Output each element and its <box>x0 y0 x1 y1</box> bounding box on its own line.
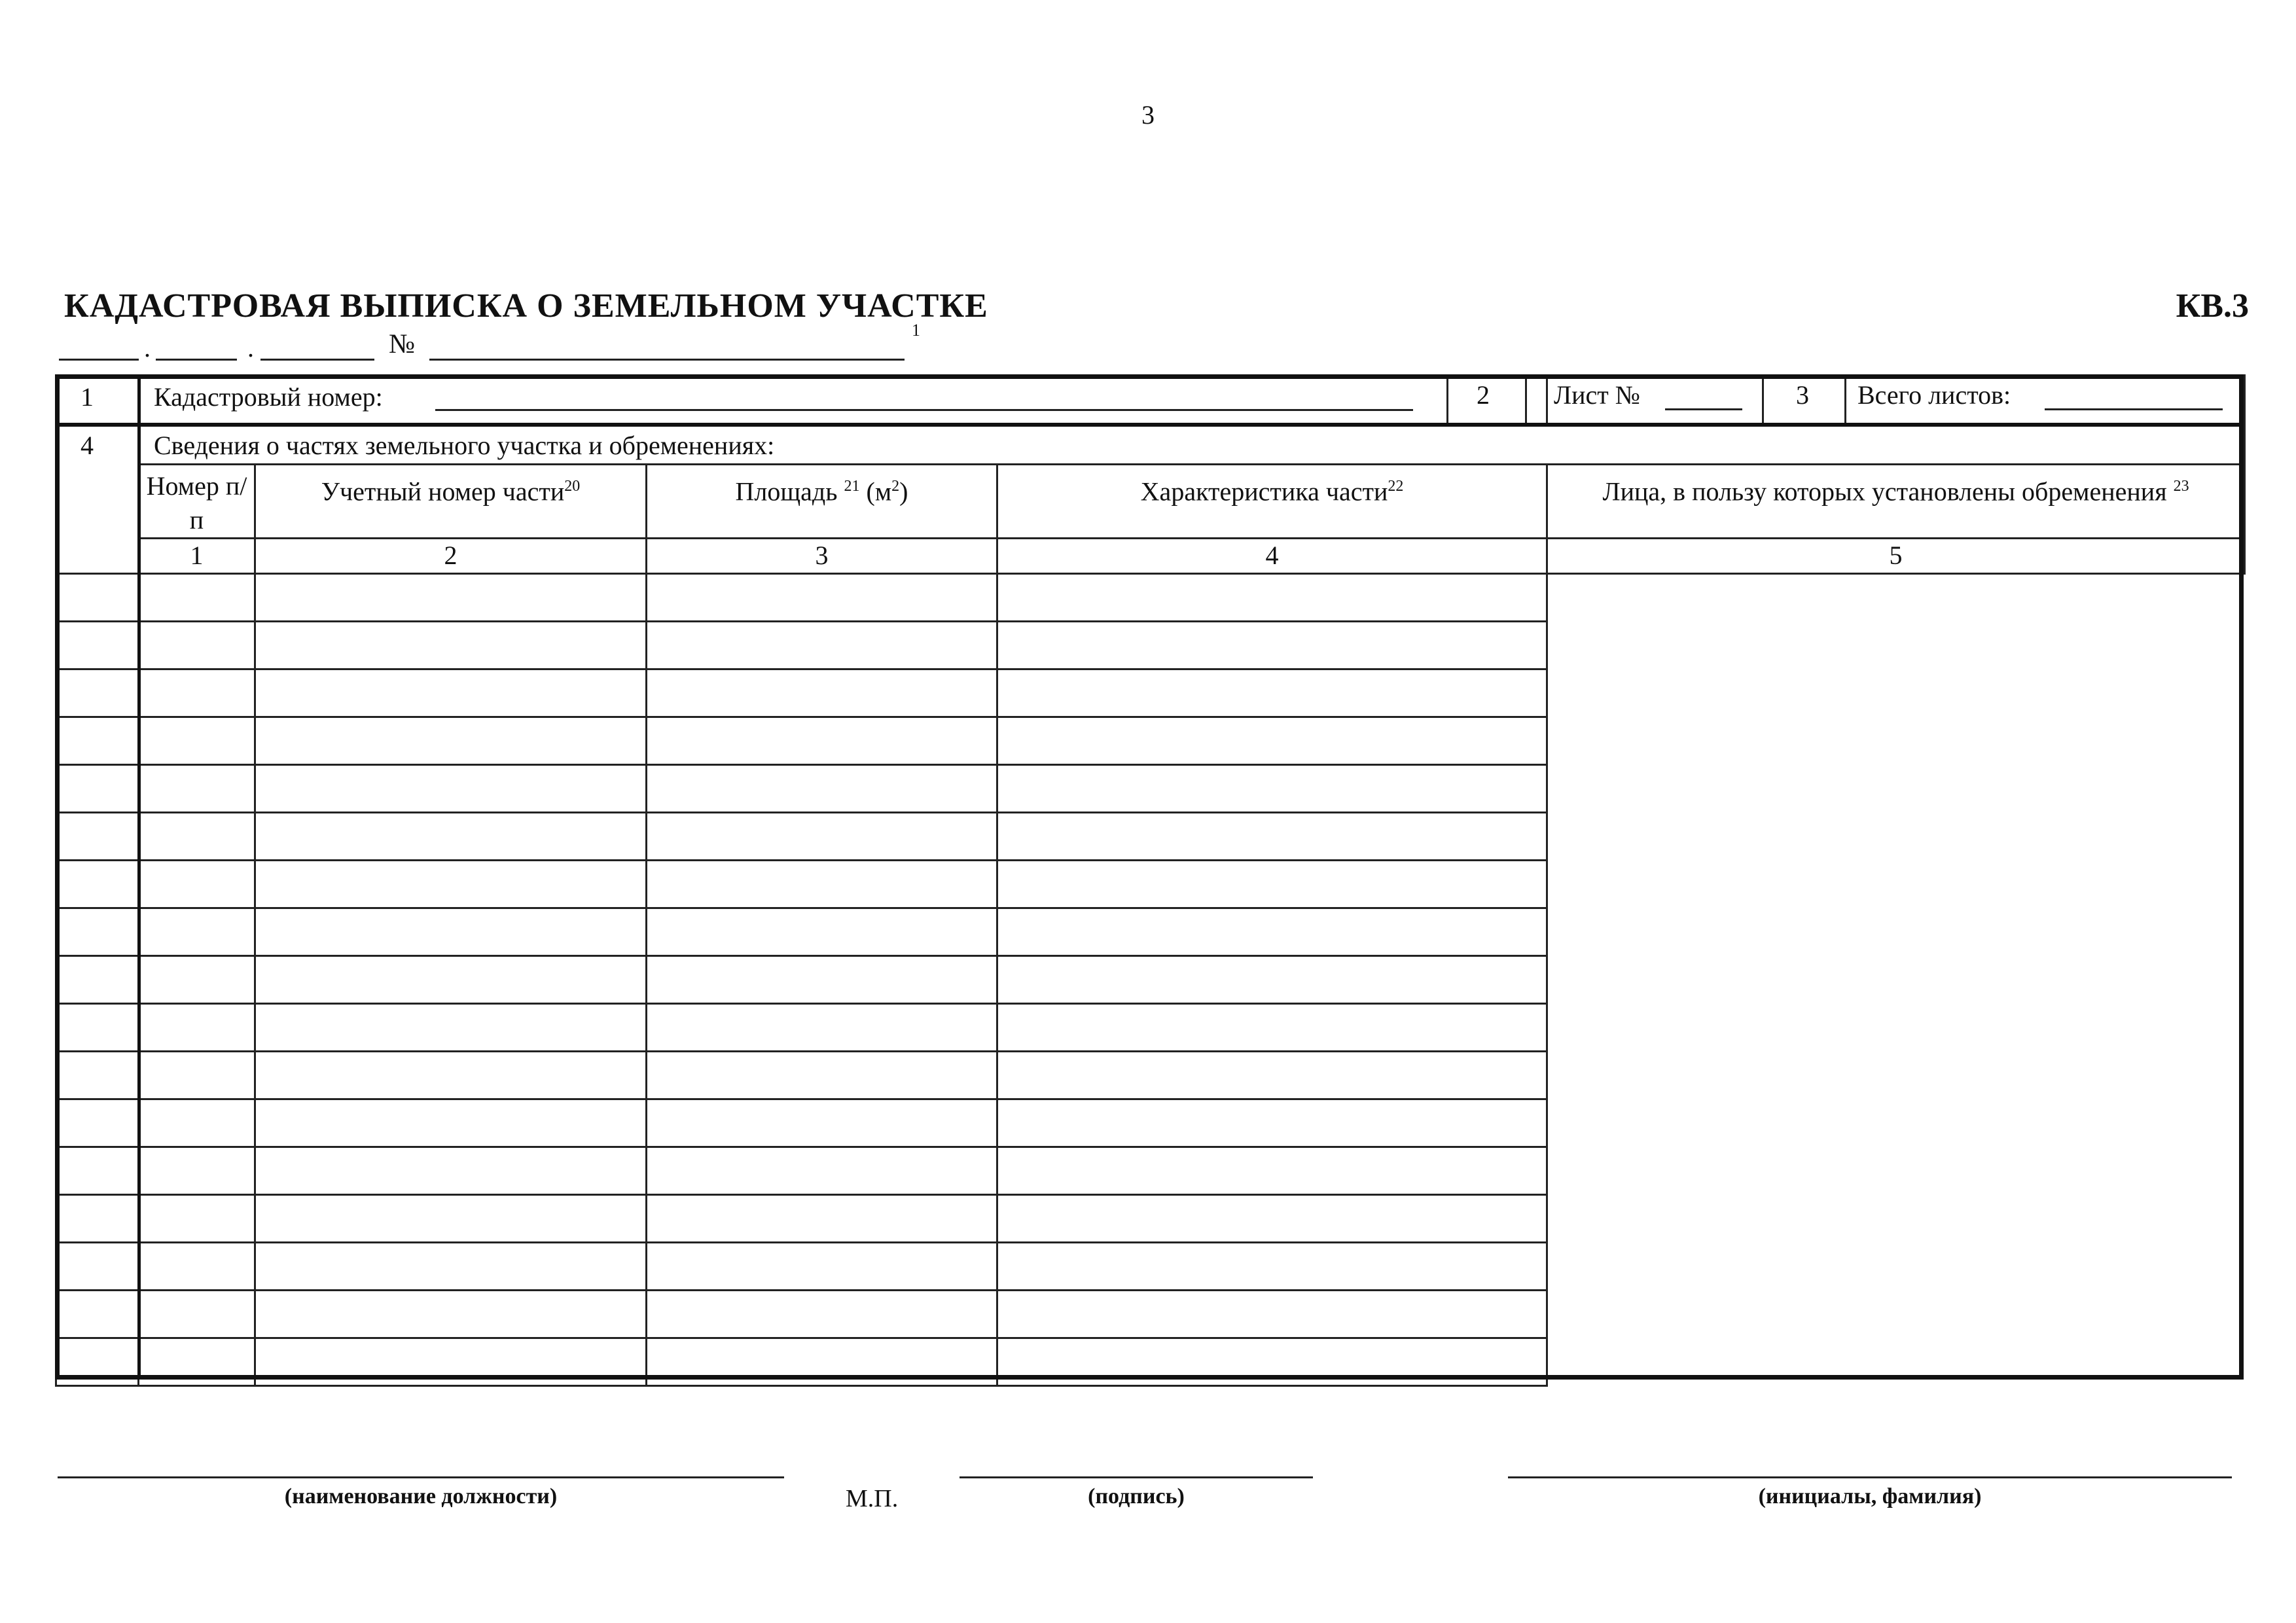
table-cell[interactable] <box>647 765 997 813</box>
date-day-field[interactable] <box>59 359 139 361</box>
divider-5 <box>1844 374 1846 423</box>
column-header-row <box>56 465 2245 539</box>
table-cell[interactable] <box>997 1147 1547 1195</box>
divider-3 <box>1525 374 1527 423</box>
col-number-5: 5 <box>1547 539 2245 574</box>
table-cell[interactable] <box>139 669 255 717</box>
table-row <box>56 1291 2245 1338</box>
parts-table <box>55 374 2246 1387</box>
table-cell[interactable] <box>255 574 647 622</box>
table-cell[interactable] <box>255 1195 647 1243</box>
table-row <box>56 574 2245 622</box>
table-cell[interactable] <box>997 1338 1547 1386</box>
table-cell[interactable] <box>139 574 255 622</box>
table-row <box>56 765 2245 813</box>
column-number-row <box>56 539 2245 574</box>
table-cell[interactable] <box>56 669 139 717</box>
col-header-area: Площадь $^{21}$ $(м^2)$ <box>647 465 997 539</box>
table-row <box>56 861 2245 908</box>
signature-line[interactable] <box>960 1476 1313 1478</box>
table-cell[interactable] <box>255 861 647 908</box>
table-row <box>56 717 2245 765</box>
table-cell[interactable] <box>56 1291 139 1338</box>
table-cell[interactable] <box>56 1147 139 1195</box>
table-cell[interactable] <box>139 1004 255 1052</box>
table-cell[interactable] <box>255 813 647 861</box>
table-cell[interactable] <box>139 765 255 813</box>
table-cell[interactable] <box>647 1195 997 1243</box>
table-row <box>56 1195 2245 1243</box>
document-number-field[interactable] <box>429 359 905 361</box>
position-caption: (наименование должности) <box>284 1484 558 1508</box>
table-cell[interactable] <box>56 1052 139 1099</box>
table-cell[interactable] <box>255 1291 647 1338</box>
table-cell[interactable] <box>139 1147 255 1195</box>
field-2-index: 2 <box>1477 380 1490 410</box>
table-cell[interactable] <box>56 1338 139 1386</box>
table-cell[interactable] <box>56 574 139 622</box>
section-title: Сведения о частях земельного участка и обременениях: <box>139 424 2245 465</box>
table-cell[interactable] <box>139 861 255 908</box>
position-line[interactable] <box>58 1476 784 1478</box>
table-cell[interactable] <box>647 669 997 717</box>
table-row <box>56 1052 2245 1099</box>
title-footnote-marker: 1 <box>912 321 920 340</box>
col-header-part-number: Учетный номер части$^{20}$ <box>255 465 647 539</box>
table-cell[interactable] <box>255 717 647 765</box>
table-cell[interactable] <box>997 765 1547 813</box>
field-1-index: 1 <box>56 376 139 424</box>
table-row <box>56 1004 2245 1052</box>
table-cell[interactable] <box>647 574 997 622</box>
table-cell[interactable] <box>997 574 1547 622</box>
table-cell[interactable] <box>997 1291 1547 1338</box>
table-row <box>56 669 2245 717</box>
date-separator-2: . <box>247 333 254 363</box>
table-cell[interactable] <box>139 1195 255 1243</box>
table-cell[interactable] <box>255 1338 647 1386</box>
table-cell[interactable] <box>997 1004 1547 1052</box>
name-caption: (инициалы, фамилия) <box>1758 1484 1982 1508</box>
table-cell[interactable] <box>139 1099 255 1147</box>
stamp-label: М.П. <box>846 1485 899 1512</box>
table-row <box>56 1147 2245 1195</box>
table-cell[interactable] <box>255 765 647 813</box>
date-separator-1: . <box>144 333 151 363</box>
table-cell[interactable] <box>647 1291 997 1338</box>
table-cell[interactable] <box>255 669 647 717</box>
table-cell[interactable] <box>997 908 1547 956</box>
table-cell[interactable] <box>139 956 255 1004</box>
number-sign: № <box>389 329 416 359</box>
cadastral-number-field[interactable] <box>435 385 1413 411</box>
sheet-number-field[interactable] <box>1665 408 1742 410</box>
sheet-label: Лист № <box>1554 380 1640 410</box>
table-cell[interactable] <box>139 717 255 765</box>
table-cell[interactable] <box>647 861 997 908</box>
divider-4 <box>1762 374 1764 423</box>
table-row <box>56 1243 2245 1291</box>
table-cell[interactable] <box>997 717 1547 765</box>
table-cell[interactable] <box>56 1099 139 1147</box>
table-cell[interactable] <box>56 956 139 1004</box>
table-cell[interactable] <box>255 1243 647 1291</box>
table-cell[interactable] <box>997 813 1547 861</box>
table-cell[interactable] <box>647 908 997 956</box>
table-cell[interactable] <box>997 861 1547 908</box>
table-cell[interactable] <box>56 1004 139 1052</box>
table-cell[interactable] <box>56 1195 139 1243</box>
table-cell[interactable] <box>997 669 1547 717</box>
table-cell[interactable] <box>139 1243 255 1291</box>
table-cell[interactable] <box>56 1243 139 1291</box>
field-3-index: 3 <box>1796 380 1809 410</box>
table-cell[interactable] <box>255 956 647 1004</box>
col-number-2: 2 <box>255 539 647 574</box>
form-code: КВ.3 <box>2176 287 2249 325</box>
col-number-3: 3 <box>647 539 997 574</box>
table-cell[interactable] <box>647 1338 997 1386</box>
date-month-field[interactable] <box>156 359 237 361</box>
table-row <box>56 1338 2245 1386</box>
table-row <box>56 813 2245 861</box>
col-header-encumbrance: Лица, в пользу которых установлены обременения $^{23}$ <box>1547 465 2245 539</box>
table-cell[interactable] <box>997 956 1547 1004</box>
table-cell[interactable] <box>997 1195 1547 1243</box>
table-cell[interactable] <box>997 1243 1547 1291</box>
table-row <box>56 908 2245 956</box>
section-title-row <box>56 424 2245 465</box>
table-cell[interactable] <box>56 908 139 956</box>
cadastral-number-cell <box>139 376 1547 424</box>
table-cell[interactable] <box>56 861 139 908</box>
table-cell[interactable] <box>255 1004 647 1052</box>
table-cell[interactable] <box>997 1099 1547 1147</box>
date-year-field[interactable] <box>260 359 374 361</box>
table-cell[interactable] <box>56 813 139 861</box>
table-cell[interactable] <box>647 813 997 861</box>
table-row <box>56 1099 2245 1147</box>
divider-2 <box>1446 374 1448 423</box>
table-cell[interactable] <box>139 813 255 861</box>
table-cell[interactable] <box>647 1099 997 1147</box>
table-cell[interactable] <box>56 765 139 813</box>
table-cell[interactable] <box>647 1243 997 1291</box>
cadastral-number-label: Кадастровый номер: <box>154 382 383 412</box>
total-sheets-field[interactable] <box>2045 408 2223 410</box>
table-cell[interactable] <box>56 622 139 669</box>
col-number-4: 4 <box>997 539 1547 574</box>
table-cell[interactable] <box>255 908 647 956</box>
signature-caption: (подпись) <box>1088 1484 1185 1508</box>
col-header-characteristic: Характеристика части$^{22}$ <box>997 465 1547 539</box>
table-cell[interactable] <box>647 717 997 765</box>
table-cell[interactable] <box>647 622 997 669</box>
section-index: 4 <box>56 424 139 574</box>
page-number: 3 <box>1141 100 1155 130</box>
table-cell[interactable] <box>255 1099 647 1147</box>
col-header-number: Номер п/п <box>139 465 255 539</box>
table-cell[interactable] <box>997 622 1547 669</box>
table-row <box>56 622 2245 669</box>
document-title: КАДАСТРОВАЯ ВЫПИСКА О ЗЕМЕЛЬНОМ УЧАСТКЕ <box>64 287 988 325</box>
name-line[interactable] <box>1508 1476 2232 1478</box>
table-cell[interactable] <box>139 1291 255 1338</box>
table-cell[interactable] <box>997 1052 1547 1099</box>
table-cell[interactable] <box>139 908 255 956</box>
table-cell[interactable] <box>647 1147 997 1195</box>
table-cell[interactable] <box>139 622 255 669</box>
table-cell[interactable] <box>255 1147 647 1195</box>
table-cell[interactable] <box>139 1338 255 1386</box>
table-cell[interactable] <box>647 1004 997 1052</box>
table-cell[interactable] <box>647 956 997 1004</box>
table-cell[interactable] <box>56 717 139 765</box>
table-row <box>56 956 2245 1004</box>
table-cell[interactable] <box>255 622 647 669</box>
col-number-1: 1 <box>139 539 255 574</box>
table-cell[interactable] <box>255 1052 647 1099</box>
table-cell[interactable] <box>139 1052 255 1099</box>
table-cell[interactable] <box>647 1052 997 1099</box>
total-sheets-label: Всего листов: <box>1857 380 2011 410</box>
